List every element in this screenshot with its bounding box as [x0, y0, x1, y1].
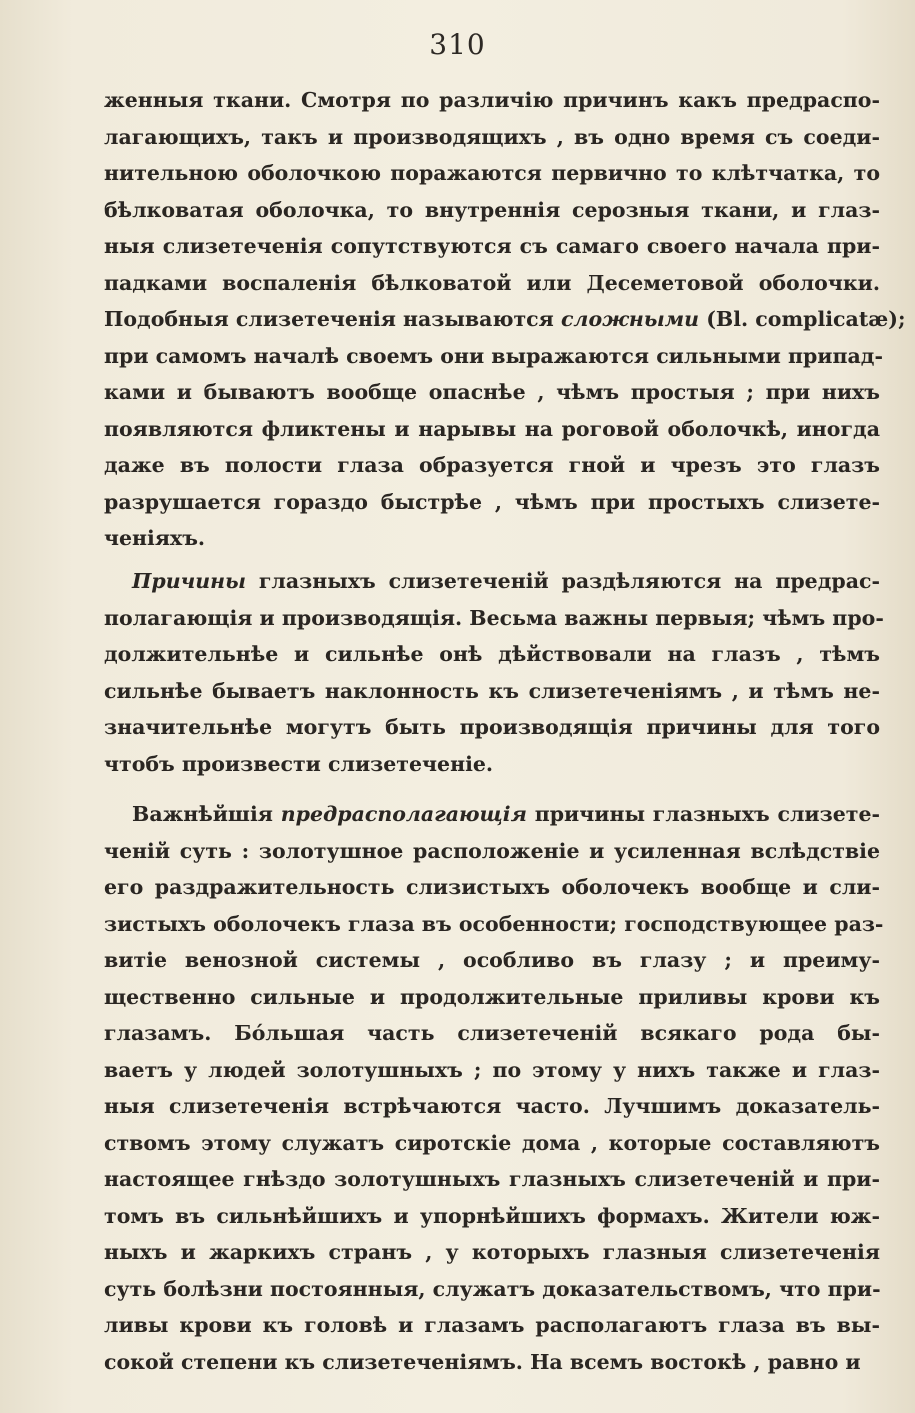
text-line: [104, 155, 880, 192]
text-line: [104, 979, 880, 1016]
page-number: 310: [429, 28, 486, 61]
paragraph: [104, 563, 884, 782]
text-run: при самомъ началѣ своемъ они выражаются сильными припад-: [104, 343, 883, 368]
text-run: его раздражительность слизистыхъ оболочекъ вообще и сли-: [104, 875, 880, 899]
text-line: [104, 265, 880, 302]
text-run: падками воспаленія бѣлковатой или Десеметовой оболочки.: [104, 270, 880, 295]
text-line: [104, 82, 880, 119]
text-line: [104, 447, 880, 484]
text-run: глазамъ. Бо́льшая часть слизетеченій всякаго рода бы-: [104, 1021, 880, 1045]
text-line: [104, 1271, 880, 1308]
text-line: [104, 1234, 880, 1271]
text-run: лагающихъ, такъ и производящихъ , въ одно время съ соеди-: [104, 124, 880, 149]
text-run: настоящее гнѣздо золотушныхъ глазныхъ слизетеченій и при-: [104, 1167, 880, 1191]
text-run: глазныхъ слизетеченій раздѣляются на предрас-: [245, 569, 880, 593]
text-run: ныя слизетеченія сопутствуются съ самаго своего начала при-: [104, 234, 880, 258]
text-run: причины глазныхъ слизете-: [526, 802, 880, 826]
text-line: [104, 1015, 880, 1052]
text-line: [104, 520, 880, 557]
text-line: [104, 338, 883, 375]
text-run: женныя ткани. Смотря по различію причинъ какъ предраспо-: [104, 88, 880, 112]
text-run: ныя слизетеченія встрѣчаются часто. Лучшимъ доказатель-: [104, 1094, 880, 1118]
text-run: зистыхъ оболочекъ глаза въ особенности; господствующее раз-: [104, 911, 884, 936]
emphasized-term: сложными: [560, 307, 700, 331]
text-line: [104, 301, 906, 338]
text-run: появляются фликтены и нарывы на роговой оболочкѣ, иногда: [104, 416, 880, 441]
text-line: [104, 942, 880, 979]
text-line: [104, 1088, 880, 1125]
text-run: нительною оболочкою поражаются первично то клѣтчатка, то: [104, 161, 880, 185]
text-run: сокой степени къ слизетеченіямъ. На всемъ востокѣ , равно и: [104, 1349, 861, 1374]
text-run: томъ въ сильнѣйшихъ и упорнѣйшихъ формахъ. Жители юж-: [104, 1203, 880, 1228]
text-run: суть болѣзни постоянныя, служатъ доказательствомъ, что при-: [104, 1276, 881, 1301]
paragraph: [104, 796, 884, 1380]
text-run: щественно сильные и продолжительные приливы крови къ: [104, 984, 880, 1009]
text-run: ками и бываютъ вообще опаснѣе , чѣмъ простыя ; при нихъ: [104, 380, 880, 404]
text-line: [104, 600, 884, 637]
text-run: разрушается гораздо быстрѣе , чѣмъ при простыхъ слизете-: [104, 489, 880, 514]
text-run: чтобъ произвести слизетеченіе.: [104, 751, 494, 776]
text-line: [104, 411, 880, 448]
text-run: витіе венозной системы , особливо въ глазу ; и преиму-: [104, 948, 880, 972]
text-line: [104, 746, 880, 783]
text-run: значительнѣе могутъ быть производящія причины для того: [104, 715, 880, 739]
text-run: полагающія и производящія. Весьма важны первыя; чѣмъ про-: [104, 605, 884, 630]
text-line: [104, 1125, 880, 1162]
text-run: должительнѣе и сильнѣе онѣ дѣйствовали на глазъ , тѣмъ: [104, 642, 880, 666]
text-line: [104, 636, 880, 673]
text-line: [104, 1198, 880, 1235]
text-run: ствомъ этому служатъ сиротскіе дома , которые составляютъ: [104, 1130, 880, 1155]
text-run: (Bl. complicatæ);: [699, 307, 906, 331]
text-run: сильнѣе бываетъ наклонность къ слизетеченіямъ , и тѣмъ не-: [104, 678, 880, 703]
text-line: [104, 906, 884, 943]
emphasized-term: предрасполагающія: [280, 802, 527, 826]
text-line: [104, 374, 880, 411]
text-line: [104, 673, 880, 710]
text-run: Подобныя слизетеченія называются: [104, 307, 561, 331]
text-run: ваетъ у людей золотушныхъ ; по этому у нихъ также и глаз-: [104, 1057, 880, 1082]
text-line: [104, 228, 880, 265]
text-line: [104, 709, 880, 746]
text-line: [104, 1161, 880, 1198]
text-line: [104, 1307, 880, 1344]
text-line: [104, 484, 880, 521]
text-run: бѣлковатая оболочка, то внутреннія серозныя ткани, и глаз-: [104, 197, 880, 222]
text-run: ченіяхъ.: [104, 526, 206, 550]
text-run: даже въ полости глаза образуется гной и чрезъ это глазъ: [104, 453, 880, 477]
text-line: [104, 833, 880, 870]
text-line: [104, 119, 880, 156]
text-run: Важнѣйшія: [132, 802, 281, 826]
paragraph: [104, 82, 906, 557]
text-line: [104, 869, 880, 906]
emphasized-term: Причины: [132, 569, 246, 593]
text-line: [104, 563, 880, 600]
text-run: ливы крови къ головѣ и глазамъ располагаютъ глаза въ вы-: [104, 1313, 880, 1337]
text-line: [104, 192, 880, 229]
text-run: ченій суть : золотушное расположеніе и усиленная вслѣдствіе: [104, 838, 880, 863]
text-line: [104, 796, 880, 833]
text-line: [104, 1052, 880, 1089]
text-line: [104, 1344, 880, 1381]
text-run: ныхъ и жаркихъ странъ , у которыхъ глазныя слизетеченія: [104, 1240, 880, 1264]
